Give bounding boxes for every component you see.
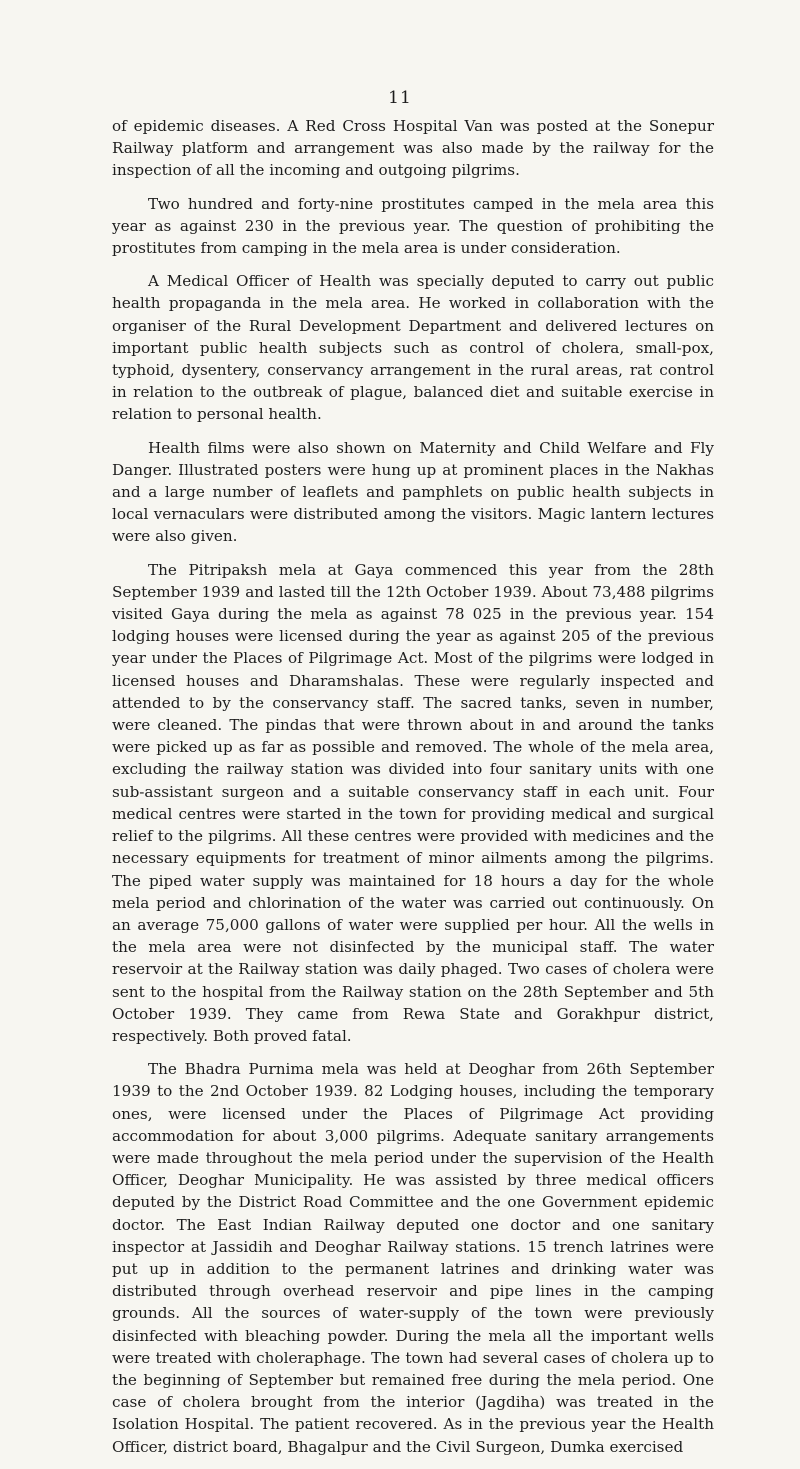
paragraph-pitripaksh-mela: The Pitripaksh mela at Gaya commenced this year from the 28th September 1939 and lasted till the 12th October 1939. About 73,488 pilgrims visited Gaya during the mela as against 78 025 in the previous year. 154 lodging houses were licensed during the year as against 205 of the previous year under the Places of Pilgrimage Act. Most of the pilgrims were lodged in licensed houses and Dharamshalas. These were regularly inspected and attended to by the conservancy staff. The sacred tanks, seven in number, were cleaned. The pindas that were thrown about in and around the tanks were picked up as far as possible and removed. The whole of the mela area, excluding the railway station was divided into four sanitary units with one sub-assistant surgeon and a suitable conservancy staff in each unit. Four medical centres were started in the town for providing medical and surgical relief to the pilgrims. All these centres were provided with medicines and the necessary equipments for treatment of minor ailments among the pilgrims. The piped water supply was maintained for 18 hours a day for the whole mela period and chlorination of the water was carried out continuously. On an average 75,000 gallons of water were supplied per hour. All the wells in the mela area were not disinfected by the municipal staff. The water reservoir at the Railway station was daily phaged. Two cases of cholera were sent to the hospital from the Railway station on the 28th September and 5th October 1939. They came from Rewa State and Gorakhpur district, respectively. Both proved fatal. xyxy=(112,560,714,1045)
page-body xyxy=(112,115,714,1469)
paragraph-prostitutes: Two hundred and forty-nine prostitutes camped in the mela area this year as against 230 in the previous year. The question of prohibiting the prostitutes from camping in the mela area is under consideration. xyxy=(112,194,714,258)
paragraph-epidemic-diseases: of epidemic diseases. A Red Cross Hospital Van was posted at the Sonepur Railway platform and arrangement was also made by the railway for the inspection of all the incoming and outgoing pilgrims. xyxy=(112,117,714,180)
paragraph-bhadra-purnima-mela: The Bhadra Purnima mela was held at Deoghar from 26th September 1939 to the 2nd October 1939. 82 Lodging houses, including the temporary ones, were licensed under the Places of Pilgrimage Act providing accommodation for about 3,000 pilgrims. Adequate sanitary arrangements were made throughout the mela period under the supervision of the Health Officer, Deoghar Municipality. He was assisted by three medical officers deputed by the District Road Committee and the one Government epidemic doctor. The East Indian Railway deputed one doctor and one sanitary inspector at Jassidih and Deoghar Railway stations. 15 trench latrines were put up in addition to the permanent latrines and drinking water was distributed through overhead reservoir and pipe lines in the camping grounds. All the sources of water-supply of the town were previously disinfected with bleaching powder. During the mela all the important wells were treated with choleraphage. The town had several cases of cholera up to the beginning of September but remained free during the mela period. One case of cholera brought from the interior (Jagdiha) was treated in the Isolation Hospital. The patient recovered. As in the previous year the Health Officer, district board, Bhagalpur and the Civil Surgeon, Dumka exercised xyxy=(112,1060,714,1456)
page-number: 11 xyxy=(388,88,412,108)
paragraph-health-films: Health films were also shown on Maternity and Child Welfare and Fly Danger. Illustrated posters were hung up at prominent places in the Nakhas and a large number of leaflets and pamphlets on public health subjects in local vernaculars were distributed among the visitors. Magic lantern lectures were also given. xyxy=(112,438,714,546)
paragraph-medical-officer: A Medical Officer of Health was specially deputed to carry out public health propaganda in the mela area. He worked in collaboration with the organiser of the Rural Development Department and delivered lectures on important public health subjects such as control of cholera, small-pox, typhoid, dysentery, conservancy arrangement in the rural areas, rat control in relation to the outbreak of plague, balanced diet and suitable exercise in relation to personal health. xyxy=(112,272,714,424)
